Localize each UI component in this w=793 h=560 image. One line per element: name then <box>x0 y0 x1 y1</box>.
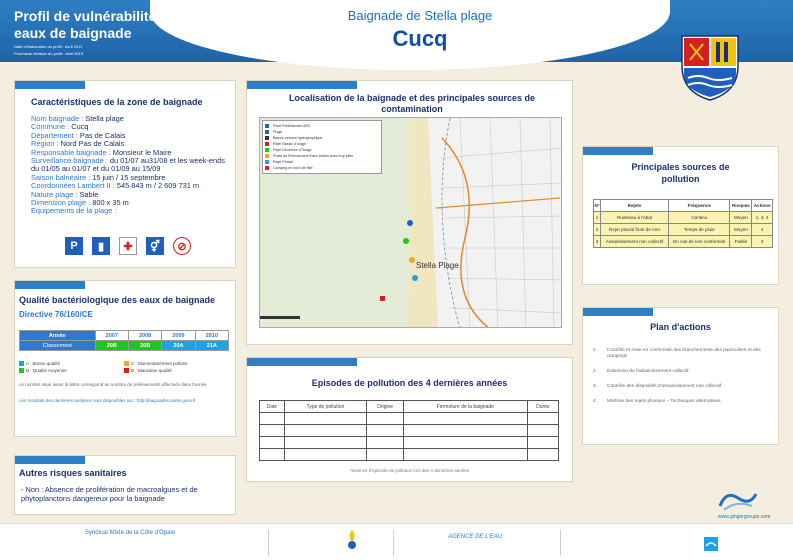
characteristic-label: Saison balnéaire : <box>31 172 93 182</box>
legend-swatch <box>124 361 129 366</box>
table-cell: Ruisseau à l'abat <box>601 212 669 224</box>
characteristics-title: Caractéristiques de la zone de baignade <box>31 97 203 107</box>
quality-panel <box>14 280 236 437</box>
class-cell: 20B <box>128 341 161 351</box>
action-text: Extension de l'assainissement collectif <box>607 369 689 374</box>
panel-accent-bar <box>15 456 85 464</box>
episodes-none-note: Absence d'épisode de pollution lors des 4 dernières années <box>350 468 469 473</box>
map-legend-text: Poste de Refoulement Eaux Usées avec trop plein <box>273 154 354 158</box>
class-header: Classement <box>20 341 96 351</box>
equipment-icons <box>65 237 191 255</box>
legend-row <box>19 368 229 373</box>
table-cell <box>260 449 285 461</box>
sources-panel <box>582 146 779 285</box>
characteristic-label: Dimension plage : <box>31 198 93 208</box>
characteristic-label: Région : <box>31 139 61 149</box>
legend-swatch <box>19 368 24 373</box>
table-row <box>260 425 559 437</box>
legend-item <box>19 368 124 373</box>
sources-table <box>593 199 773 248</box>
characteristic-value: 15 juin / 15 septembre <box>92 172 166 182</box>
quality-legend <box>19 361 229 375</box>
characteristic-row <box>31 207 231 215</box>
column-header: Fréquence <box>669 200 730 212</box>
quality-table <box>19 330 229 351</box>
year-cell: 2007 <box>95 331 128 341</box>
parking-icon: P <box>65 237 83 255</box>
table-cell: Moyen <box>730 224 752 236</box>
table-cell: 2 <box>594 224 601 236</box>
column-header: Actions <box>752 200 773 212</box>
table-row <box>260 449 559 461</box>
table-cell <box>284 413 367 425</box>
table-cell <box>367 437 403 449</box>
map-legend-marker <box>265 154 269 158</box>
page-title <box>290 8 550 52</box>
characteristic-value: Cucq <box>71 122 89 132</box>
column-header: N° <box>594 200 601 212</box>
action-text: Contrôle et mise en conformité des branchements des particuliers et des campings <box>606 348 761 359</box>
results-link[interactable]: Les résultats des dernières analyses sont disponibles sur : http://baignades.sante.gouv.fr <box>19 398 196 403</box>
ginger-logo-icon <box>716 488 760 512</box>
episodes-table <box>259 400 559 461</box>
profile-title-block <box>14 8 214 56</box>
table-cell <box>260 413 285 425</box>
first-aid-icon: ✚ <box>119 237 137 255</box>
legend-item <box>124 368 229 373</box>
episodes-panel <box>246 357 573 482</box>
class-cell: 20A <box>162 341 195 351</box>
action-item <box>593 399 775 405</box>
characteristic-label: Commune : <box>31 122 72 132</box>
characteristic-label: Surveillance baignade : <box>31 156 110 166</box>
table-cell: 3 <box>594 236 601 248</box>
characteristic-value: Stella plage <box>85 114 124 123</box>
table-cell <box>527 449 558 461</box>
water-agency-logo: AGENCE DE L'EAU <box>448 534 502 540</box>
characteristic-label: Nature plage : <box>31 189 80 199</box>
map-legend-text: Plage <box>273 130 283 134</box>
footer-logos <box>0 523 793 560</box>
class-cell: 21A <box>195 341 228 351</box>
action-number: 1. <box>593 348 598 353</box>
footer-divider <box>268 530 269 556</box>
table-cell <box>260 425 285 437</box>
characteristic-label: Département : <box>31 130 80 140</box>
sources-title: Principales sources de pollution <box>631 162 730 184</box>
table-cell <box>284 449 367 461</box>
table-cell <box>284 437 367 449</box>
table-cell: Continu <box>669 212 730 224</box>
legend-text: A : Bonne qualité <box>26 361 61 366</box>
table-cell <box>403 437 527 449</box>
map-title: Localisation de la baignade et des principales sources de contamination <box>288 93 536 114</box>
year-cell: 2009 <box>162 331 195 341</box>
table-row <box>260 413 559 425</box>
map-legend-marker <box>265 148 269 152</box>
table-cell: Faible <box>730 236 752 248</box>
plan-title: Plan d'actions <box>650 322 711 332</box>
region-logo-icon <box>703 536 719 552</box>
profile-revision: Prochaine révision du profil : Avril 2015 <box>14 51 84 56</box>
risks-panel <box>14 455 236 515</box>
map-legend-marker <box>265 136 269 140</box>
table-cell <box>367 413 403 425</box>
legend-text: C : Momentanément polluée <box>131 361 188 366</box>
panel-accent-bar <box>583 308 653 316</box>
map-legend-marker <box>265 160 269 164</box>
map-place-label: Stella Plage <box>416 261 459 270</box>
panel-accent-bar <box>247 358 357 366</box>
table-row <box>594 224 773 236</box>
column-header: Risques <box>730 200 752 212</box>
map-legend <box>262 120 382 174</box>
map-legend-text: Rejet Déversoir d'Orage <box>273 148 312 152</box>
risks-text: - Non : Absence de prolifération de macroalgues et de phytoplanctons dangereux pour la baignade <box>21 485 198 503</box>
table-cell: Rejet pluvial front de mer <box>601 224 669 236</box>
table-cell: Temps de pluie <box>669 224 730 236</box>
characteristic-value: Sable <box>79 189 99 199</box>
table-cell <box>403 425 527 437</box>
legend-swatch <box>124 368 129 373</box>
year-cell: 2008 <box>128 331 161 341</box>
location-map <box>259 117 562 328</box>
toilets-icon: ⚥ <box>146 237 164 255</box>
map-legend-text: Rejet Pluvial <box>273 160 293 164</box>
legend-item <box>19 361 124 366</box>
footer-divider <box>393 530 394 556</box>
profile-title: Profil de vulnérabilité des eaux de baignade <box>14 8 185 41</box>
characteristic-value: 545 843 m / 2 609 731 m <box>116 181 200 191</box>
legend-text: B : Qualité moyenne <box>26 368 67 373</box>
table-cell <box>367 425 403 437</box>
table-cell <box>260 437 285 449</box>
action-text: Maîtrise des rejets pluviaux – Techniques alternatives <box>607 399 721 404</box>
beach-subtitle: Baignade de Stella plage <box>347 8 493 23</box>
panel-accent-bar <box>583 147 653 155</box>
class-cell: 20B <box>95 341 128 351</box>
action-number: 4. <box>593 399 598 404</box>
action-item <box>593 348 775 360</box>
characteristic-label: Coordonnées Lambert II : <box>31 181 117 191</box>
column-header: Type de pollution <box>284 401 367 413</box>
plan-panel <box>582 307 779 445</box>
quality-title: Qualité bactériologique des eaux de baignade <box>19 295 216 305</box>
profile-date: Date d'élaboration du profil : Avril 2011 <box>14 44 83 49</box>
column-header: Rejets <box>601 200 669 212</box>
characteristic-label: Responsable baignade : <box>31 147 113 157</box>
department-logo-icon <box>345 528 359 550</box>
table-cell: 4 <box>752 224 773 236</box>
table-row <box>594 212 773 224</box>
table-cell <box>403 413 527 425</box>
action-number: 3. <box>593 384 598 389</box>
table-cell <box>284 425 367 437</box>
table-header-row <box>260 401 559 413</box>
table-cell <box>367 449 403 461</box>
no-dogs-icon: ⊘ <box>173 237 191 255</box>
ginger-url[interactable]: www.gingergroupe.com <box>718 514 771 520</box>
table-row <box>594 236 773 248</box>
table-cell: Assainissement non collectif <box>601 236 669 248</box>
table-cell: 1 <box>594 212 601 224</box>
map-legend-marker <box>265 130 269 134</box>
smco-logo: Syndicat Mixte de la Côte d'Opale <box>84 530 176 536</box>
column-header: Origine <box>367 401 403 413</box>
legend-row <box>19 361 229 366</box>
characteristics-list <box>31 115 231 216</box>
legend-swatch <box>19 361 24 366</box>
year-cell: 2010 <box>195 331 228 341</box>
characteristic-label: Nom baignade : <box>31 114 86 123</box>
plan-list <box>593 348 775 414</box>
map-legend-text: Camping en bord de Mer <box>273 166 313 170</box>
column-header: Durée <box>527 401 558 413</box>
action-item <box>593 384 775 390</box>
table-cell: 3 <box>752 236 773 248</box>
map-legend-text: Bassin versant hydrographique <box>273 136 323 140</box>
characteristic-value: 800 x 35 m <box>92 198 129 208</box>
characteristic-value: Monsieur le Maire <box>112 147 172 157</box>
action-number: 2. <box>593 369 598 374</box>
table-cell <box>527 437 558 449</box>
characteristics-panel <box>14 80 236 268</box>
map-panel <box>246 80 573 345</box>
table-cell <box>403 449 527 461</box>
table-cell: En cas de non conformité <box>669 236 730 248</box>
legend-item <box>124 361 229 366</box>
directive-label: Directive 76/160/CE <box>19 310 93 319</box>
map-legend-marker <box>265 124 269 128</box>
table-cell <box>527 413 558 425</box>
lifeguard-icon: ▮ <box>92 237 110 255</box>
risks-title: Autres risques sanitaires <box>19 468 127 478</box>
map-legend-text: Rejet Bassin d'orage <box>273 142 307 146</box>
column-header: Date <box>260 401 285 413</box>
panel-accent-bar <box>15 281 85 289</box>
map-legend-text: Point Prélèvement ARS <box>273 124 311 128</box>
characteristic-value: Pas de Calais <box>79 130 126 140</box>
episodes-title: Episodes de pollution des 4 dernières années <box>311 378 508 388</box>
characteristic-value: du 01/07 au31/08 et les week-ends du 01/05 au 01/07 et du 01/09 au 15/09 <box>31 156 225 174</box>
year-header: Année <box>20 331 96 341</box>
table-row <box>260 437 559 449</box>
footer-divider <box>560 530 561 556</box>
characteristic-value: Nord Pas de Calais <box>60 139 125 149</box>
table-header-row <box>594 200 773 212</box>
panel-accent-bar <box>247 81 357 89</box>
panel-accent-bar <box>15 81 85 89</box>
map-legend-item <box>265 165 379 171</box>
town-name: Cucq <box>392 26 448 51</box>
table-cell: Moyen <box>730 212 752 224</box>
column-header: Fermeture de la baignade <box>403 401 527 413</box>
characteristic-label: Equipements de la plage : <box>31 206 117 216</box>
table-cell <box>527 425 558 437</box>
samples-note: Le nombre situé avant la lettre correspond au nombre de prélèvements effectués dans l'année <box>19 382 207 387</box>
table-cell: 1, 3, 4 <box>752 212 773 224</box>
characteristic-row <box>31 157 231 174</box>
map-legend-marker <box>265 142 269 146</box>
map-legend-marker <box>265 166 269 170</box>
action-item <box>593 369 775 375</box>
action-text: Contrôle des dispositifs d'assainissement non collectif <box>607 384 722 389</box>
coat-of-arms-icon <box>678 30 742 102</box>
legend-text: D : Mauvaise qualité <box>131 368 172 373</box>
